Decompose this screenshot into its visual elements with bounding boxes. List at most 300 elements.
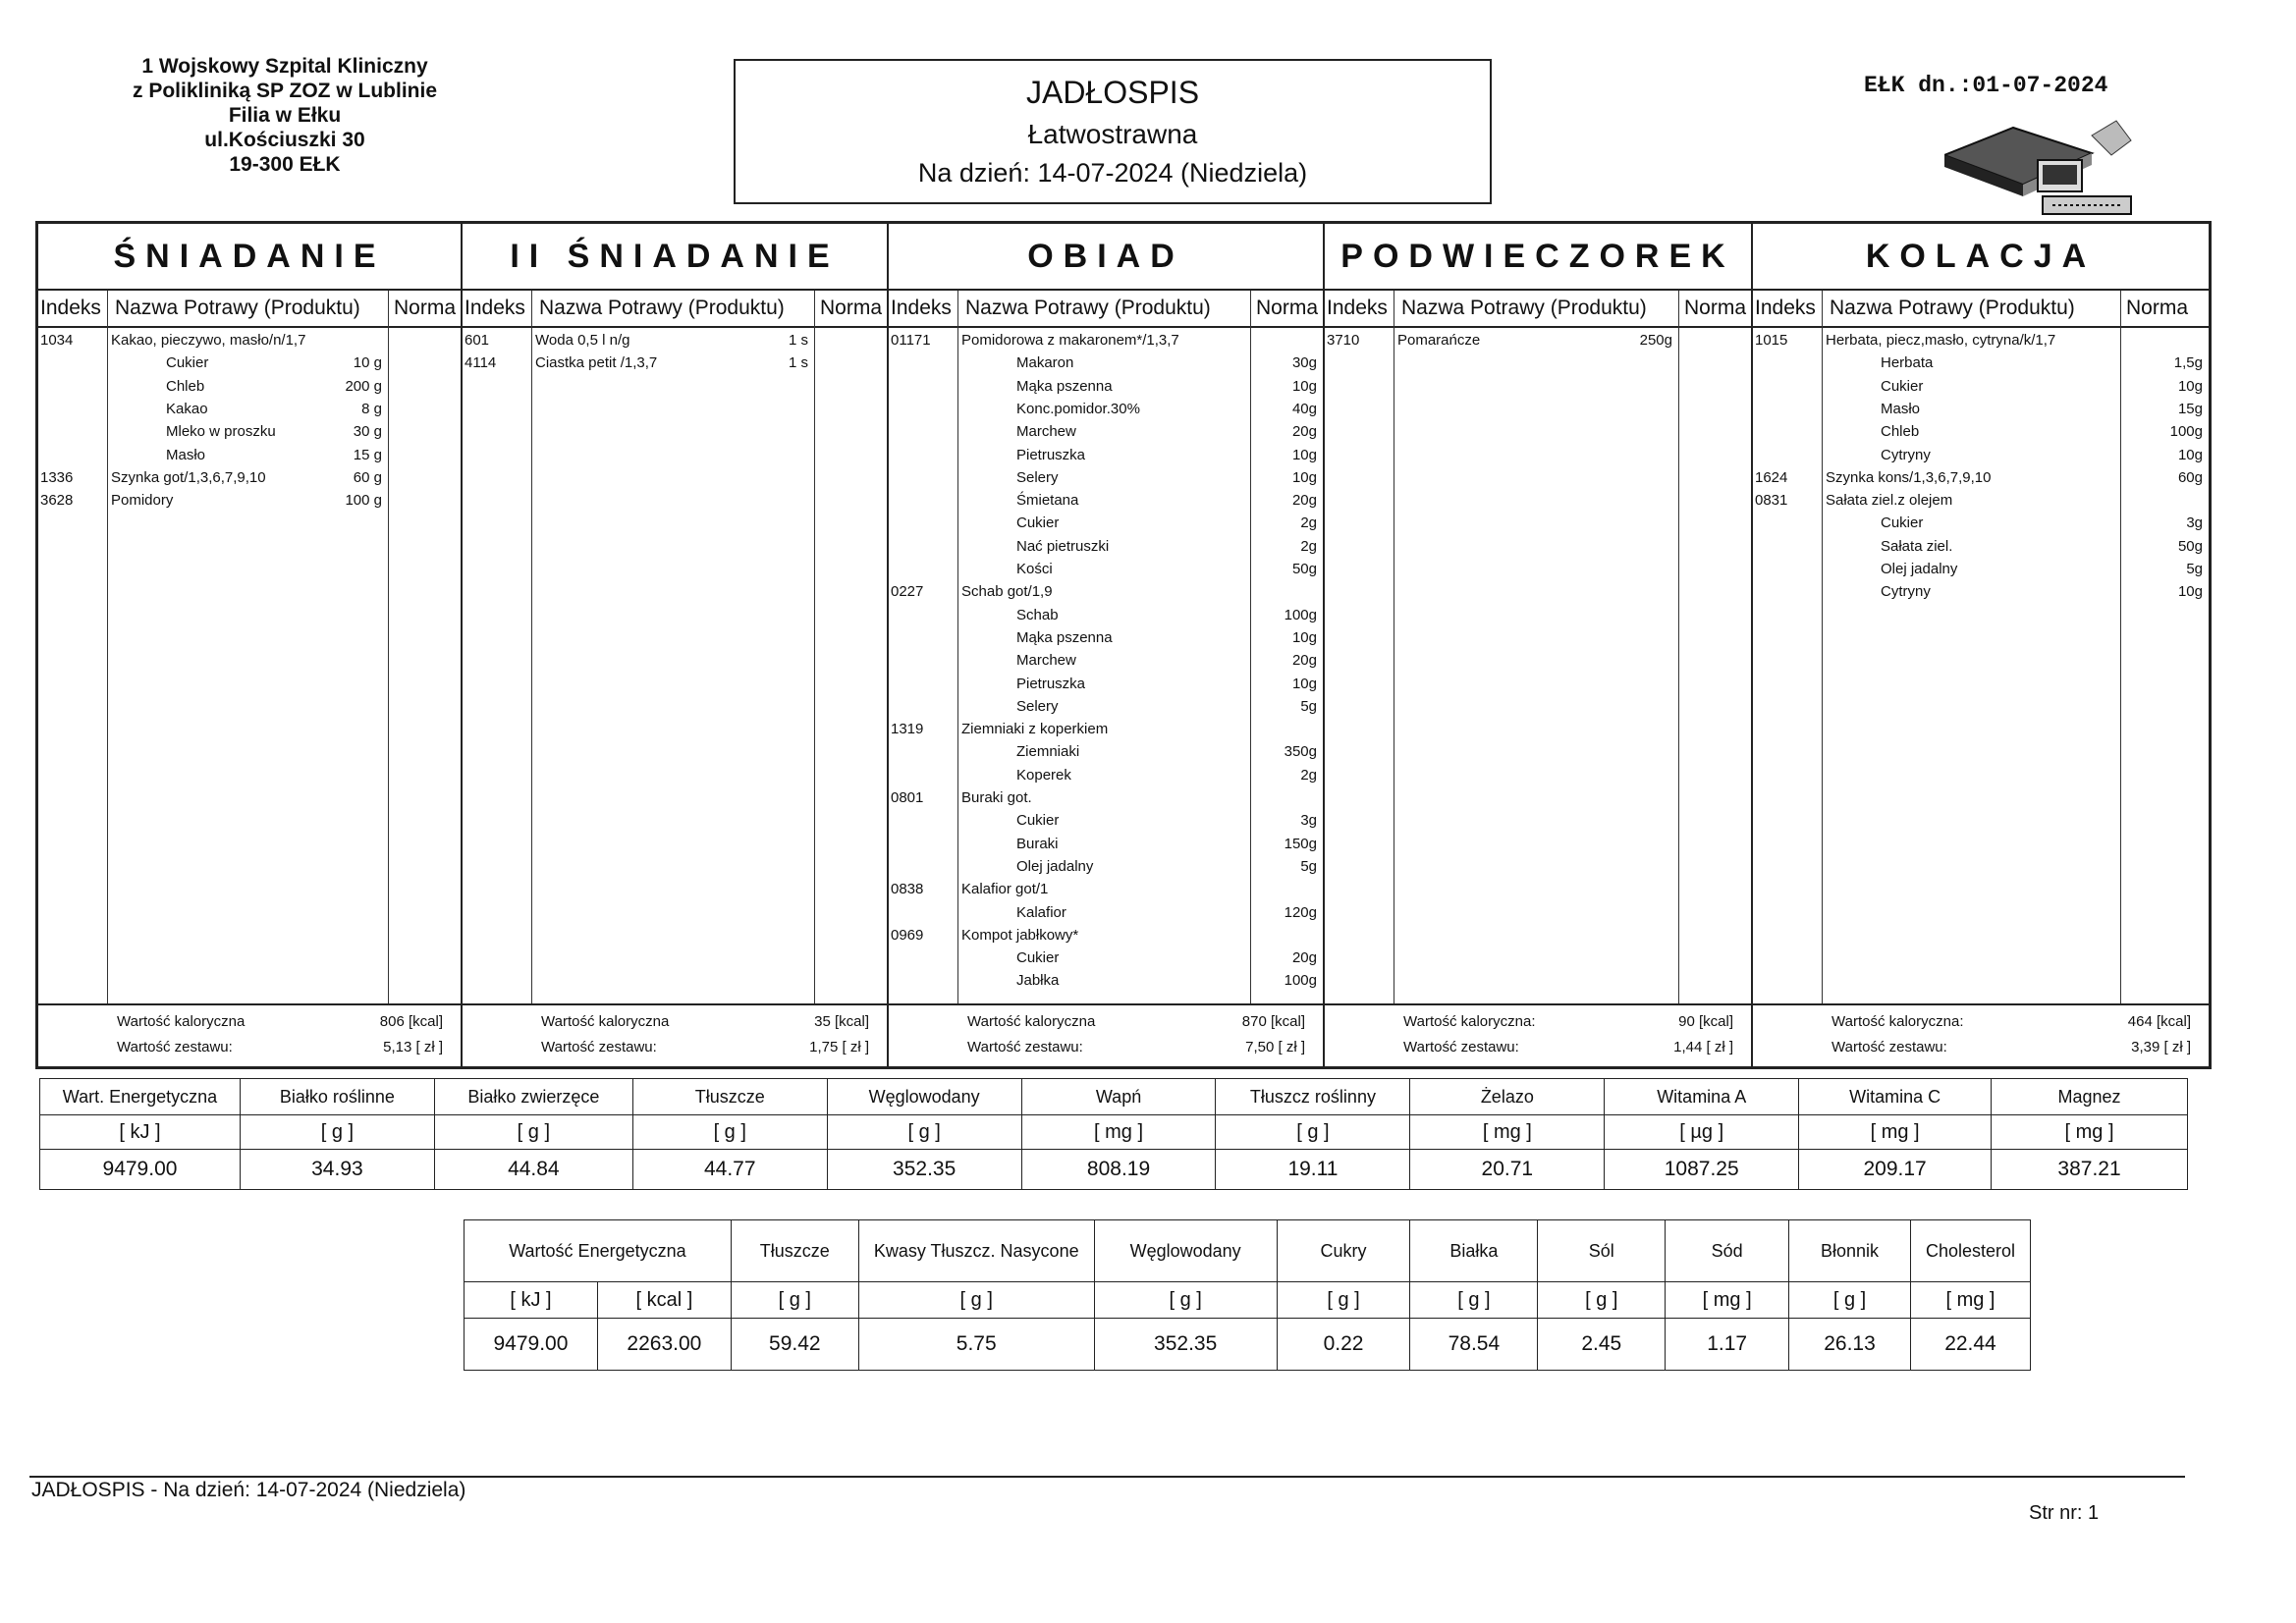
cost-label: Wartość zestawu: <box>117 1039 233 1055</box>
item-norm: 10g <box>1291 468 1317 486</box>
nutrient-unit: [ g ] <box>632 1115 827 1150</box>
item-name: Konc.pomidor.30% <box>1016 400 1140 417</box>
nutrient-value: 59.42 <box>731 1319 858 1371</box>
item-name: Pietruszka <box>1016 446 1086 463</box>
menu-item-row <box>889 947 1323 969</box>
meal-summary <box>1325 1003 1751 1066</box>
item-name: Olej jadalny <box>1016 857 1094 875</box>
menu-item-row <box>1753 513 2209 534</box>
item-index: 01171 <box>891 332 931 349</box>
nutrient-value: 26.13 <box>1789 1319 1911 1371</box>
item-name: Masło <box>166 446 206 463</box>
menu-item-row <box>889 696 1323 718</box>
item-norm: 100g <box>2169 423 2203 441</box>
nutrient-unit: [ g ] <box>1789 1282 1911 1319</box>
item-norm: 2g <box>1300 537 1317 555</box>
page-number: Str nr: 1 <box>2029 1502 2100 1524</box>
menu-item-row <box>1753 376 2209 398</box>
nutrient-unit: [ mg ] <box>1666 1282 1789 1319</box>
name-column-header: Nazwa Potrawy (Produktu) <box>1401 297 1647 319</box>
item-norm: 30 g <box>353 423 382 441</box>
menu-item-row <box>1753 536 2209 558</box>
nutrient-unit: [ kJ ] <box>40 1115 241 1150</box>
calorie-value: 464 [kcal] <box>2127 1013 2191 1030</box>
item-norm: 5g <box>2186 561 2203 577</box>
item-name: Mąka pszenna <box>1016 628 1113 646</box>
item-index: 1336 <box>40 468 74 486</box>
meals-table <box>35 221 2212 1069</box>
item-name: Ciastka petit /1,3,7 <box>535 354 658 372</box>
item-norm: 2g <box>1300 766 1317 784</box>
item-norm: 350g <box>1284 743 1317 761</box>
item-norm: 1 s <box>788 332 808 349</box>
index-column-header: Indeks <box>40 297 101 319</box>
item-name: Selery <box>1016 468 1059 486</box>
nutrient-value: 44.84 <box>434 1150 632 1190</box>
column-separator <box>531 291 532 1005</box>
item-norm: 200 g <box>345 377 382 395</box>
nutrient-unit: [ mg ] <box>1410 1115 1605 1150</box>
name-column-header: Nazwa Potrawy (Produktu) <box>115 297 360 319</box>
calorie-value: 90 [kcal] <box>1678 1013 1733 1030</box>
nutrient-header: Tłuszcz roślinny <box>1216 1079 1410 1115</box>
item-name: Pomidory <box>111 492 174 510</box>
book-computer-icon <box>1944 116 2141 224</box>
nutrient-value: 78.54 <box>1410 1319 1538 1371</box>
item-name: Herbata <box>1881 354 1934 372</box>
calorie-label: Wartość kaloryczna: <box>1403 1013 1536 1030</box>
calorie-value: 35 [kcal] <box>814 1013 869 1030</box>
nutrient-value: 808.19 <box>1021 1150 1216 1190</box>
item-index: 0838 <box>891 881 924 898</box>
menu-item-row <box>1753 445 2209 466</box>
menu-item-row <box>38 352 461 374</box>
nutrient-header: Magnez <box>1992 1079 2188 1115</box>
item-norm: 20g <box>1291 652 1317 670</box>
item-norm: 10 g <box>353 354 382 372</box>
item-name: Szynka kons/1,3,6,7,9,10 <box>1826 468 1992 486</box>
item-name: Cukier <box>1881 377 1924 395</box>
item-norm: 50g <box>1291 561 1317 577</box>
hospital-address <box>98 54 471 177</box>
item-norm: 1 s <box>788 354 808 372</box>
menu-item-row <box>463 352 887 374</box>
norm-column-header: Norma <box>394 297 457 319</box>
nutrient-value: 2263.00 <box>597 1319 731 1371</box>
item-norm: 3g <box>1300 812 1317 830</box>
nutrient-unit: [ g ] <box>731 1282 858 1319</box>
item-norm: 100g <box>1284 972 1317 990</box>
item-name: Cukier <box>1016 514 1060 532</box>
nutrient-header: Tłuszcze <box>731 1220 858 1282</box>
item-index: 0801 <box>891 789 924 806</box>
nutrient-unit: [ µg ] <box>1605 1115 1799 1150</box>
item-norm: 120g <box>1284 903 1317 921</box>
item-norm: 100g <box>1284 606 1317 623</box>
menu-item-row <box>889 674 1323 695</box>
menu-item-row <box>889 421 1323 443</box>
hospital-line: 1 Wojskowy Szpital Kliniczny <box>141 55 428 78</box>
nutrition-label-table <box>464 1219 2031 1371</box>
menu-item-row <box>463 330 887 352</box>
menu-item-row <box>889 741 1323 763</box>
item-norm: 2g <box>1300 514 1317 532</box>
nutrient-unit: [ g ] <box>240 1115 434 1150</box>
item-norm: 150g <box>1284 835 1317 852</box>
meal-title: KOLACJA <box>1753 224 2209 291</box>
menu-item-row <box>889 650 1323 672</box>
index-column-header: Indeks <box>891 297 952 319</box>
nutrient-header: Węglowodany <box>827 1079 1021 1115</box>
item-name: Ziemniaki z koperkiem <box>961 721 1109 738</box>
nutrient-unit: [ mg ] <box>1992 1115 2188 1150</box>
menu-item-row <box>889 490 1323 512</box>
menu-item-row <box>38 330 461 352</box>
issue-date: EŁK dn.:01-07-2024 <box>1864 73 2108 98</box>
nutrient-header: Sól <box>1538 1220 1666 1282</box>
nutrient-unit: [ g ] <box>1094 1282 1277 1319</box>
item-name: Kakao, pieczywo, masło/n/1,7 <box>111 332 306 349</box>
item-norm: 1,5g <box>2173 354 2203 372</box>
item-name: Buraki <box>1016 835 1059 852</box>
item-norm: 100 g <box>345 492 382 510</box>
nutrient-header: Cholesterol <box>1910 1220 2030 1282</box>
menu-item-row <box>1753 581 2209 603</box>
item-norm: 10g <box>1291 675 1317 692</box>
item-name: Woda 0,5 l n/g <box>535 332 630 349</box>
nutrient-unit: [ g ] <box>1410 1282 1538 1319</box>
energy-header: Wartość Energetyczna <box>465 1220 732 1282</box>
item-index: 601 <box>465 332 490 349</box>
norm-column-header: Norma <box>1684 297 1747 319</box>
nutrient-value: 9479.00 <box>40 1150 241 1190</box>
nutrient-header: Białko zwierzęce <box>434 1079 632 1115</box>
item-name: Kakao <box>166 400 208 417</box>
meal-summary <box>463 1003 887 1066</box>
calorie-value: 806 [kcal] <box>379 1013 443 1030</box>
nutrient-value: 387.21 <box>1992 1150 2188 1190</box>
item-name: Kompot jabłkowy* <box>961 926 1079 944</box>
nutrient-unit: [ g ] <box>827 1115 1021 1150</box>
column-separator <box>814 291 815 1005</box>
column-header-row <box>1325 291 1751 328</box>
item-name: Pomidorowa z makaronem*/1,3,7 <box>961 332 1179 349</box>
nutrient-value: 1087.25 <box>1605 1150 1799 1190</box>
norm-column-header: Norma <box>820 297 883 319</box>
cost-value: 5,13 [ zł ] <box>383 1039 443 1055</box>
cost-value: 1,44 [ zł ] <box>1673 1039 1733 1055</box>
nutrient-unit: [ g ] <box>1277 1282 1410 1319</box>
cost-label: Wartość zestawu: <box>541 1039 657 1055</box>
meal-summary <box>38 1003 461 1066</box>
item-index: 3710 <box>1327 332 1360 349</box>
nutrient-value: 209.17 <box>1799 1150 1992 1190</box>
item-name: Makaron <box>1016 354 1074 372</box>
menu-item-row <box>889 581 1323 603</box>
nutrient-value: 19.11 <box>1216 1150 1410 1190</box>
hospital-line: Filia w Ełku <box>228 104 342 127</box>
item-norm: 30g <box>1291 354 1317 372</box>
menu-item-row <box>889 376 1323 398</box>
menu-item-row <box>889 970 1323 992</box>
calorie-label: Wartość kaloryczna <box>967 1013 1096 1030</box>
cost-label: Wartość zestawu: <box>1403 1039 1519 1055</box>
item-name: Szynka got/1,3,6,7,9,10 <box>111 468 266 486</box>
menu-item-row <box>1753 467 2209 489</box>
item-name: Cukier <box>1016 812 1060 830</box>
nutrient-value: 352.35 <box>1094 1319 1277 1371</box>
menu-item-row <box>1753 352 2209 374</box>
nutrient-header: Witamina A <box>1605 1079 1799 1115</box>
item-name: Schab got/1,9 <box>961 583 1053 601</box>
cost-value: 7,50 [ zł ] <box>1245 1039 1305 1055</box>
nutrient-unit: [ kJ ] <box>465 1282 598 1319</box>
item-name: Śmietana <box>1016 492 1079 510</box>
item-norm: 60g <box>2177 468 2203 486</box>
item-name: Sałata ziel. <box>1881 537 1953 555</box>
menu-item-row <box>889 536 1323 558</box>
menu-item-row <box>1753 330 2209 352</box>
item-index: 1015 <box>1755 332 1788 349</box>
menu-date: Na dzień: 14-07-2024 (Niedziela) <box>917 158 1308 188</box>
item-index: 0831 <box>1755 492 1788 510</box>
item-norm: 50g <box>2177 537 2203 555</box>
menu-item-row <box>889 627 1323 649</box>
item-norm: 40g <box>1291 400 1317 417</box>
nutrient-unit: [ g ] <box>434 1115 632 1150</box>
nutrient-header: Wapń <box>1021 1079 1216 1115</box>
item-name: Masło <box>1881 400 1921 417</box>
nutrient-value: 22.44 <box>1910 1319 2030 1371</box>
nutrient-header: Białka <box>1410 1220 1538 1282</box>
item-index: 1319 <box>891 721 924 738</box>
item-norm: 10g <box>1291 377 1317 395</box>
menu-item-row <box>38 490 461 512</box>
menu-item-row <box>38 445 461 466</box>
menu-item-row <box>889 810 1323 832</box>
meal-title: OBIAD <box>889 224 1323 291</box>
nutrient-value: 0.22 <box>1277 1319 1410 1371</box>
menu-item-row <box>38 467 461 489</box>
item-name: Marchew <box>1016 652 1076 670</box>
item-name: Olej jadalny <box>1881 561 1958 577</box>
item-norm: 10g <box>2177 446 2203 463</box>
meal-title: II ŚNIADANIE <box>463 224 887 291</box>
column-separator <box>1678 291 1679 1005</box>
nutrient-header: Kwasy Tłuszcz. Nasycone <box>858 1220 1094 1282</box>
nutrient-header: Białko roślinne <box>240 1079 434 1115</box>
menu-item-row <box>1753 559 2209 580</box>
nutrient-value: 20.71 <box>1410 1150 1605 1190</box>
item-name: Koperek <box>1016 766 1071 784</box>
item-name: Marchew <box>1016 423 1076 441</box>
menu-item-row <box>889 925 1323 947</box>
cost-value: 1,75 [ zł ] <box>809 1039 869 1055</box>
cost-value: 3,39 [ zł ] <box>2131 1039 2191 1055</box>
nutrient-value: 2.45 <box>1538 1319 1666 1371</box>
meal-summary <box>889 1003 1323 1066</box>
column-header-row <box>889 291 1323 328</box>
item-name: Jabłka <box>1016 972 1060 990</box>
nutrient-unit: [ mg ] <box>1799 1115 1992 1150</box>
item-norm: 10g <box>2177 377 2203 395</box>
nutrient-unit: [ g ] <box>1216 1115 1410 1150</box>
menu-item-row <box>1753 399 2209 420</box>
nutrient-header: Sód <box>1666 1220 1789 1282</box>
calorie-label: Wartość kaloryczna <box>117 1013 246 1030</box>
item-norm: 15g <box>2177 400 2203 417</box>
item-norm: 5g <box>1300 697 1317 715</box>
item-name: Cukier <box>1016 949 1060 967</box>
hospital-line: z Polikliniką SP ZOZ w Lublinie <box>133 80 437 102</box>
nutrient-unit: [ mg ] <box>1021 1115 1216 1150</box>
menu-item-row <box>889 445 1323 466</box>
hospital-line: ul.Kościuszki 30 <box>204 129 365 151</box>
item-name: Kości <box>1016 561 1053 577</box>
menu-item-row <box>1753 490 2209 512</box>
hospital-line: 19-300 EŁK <box>229 153 341 176</box>
item-index: 0969 <box>891 926 924 944</box>
item-index: 0227 <box>891 583 924 601</box>
menu-item-row <box>889 719 1323 740</box>
meal-panel <box>38 224 463 1066</box>
item-norm: 60 g <box>353 468 382 486</box>
menu-item-row <box>889 330 1323 352</box>
item-index: 3628 <box>40 492 74 510</box>
menu-item-row <box>889 399 1323 420</box>
nutrient-header: Błonnik <box>1789 1220 1911 1282</box>
item-norm: 20g <box>1291 949 1317 967</box>
item-norm: 250g <box>1639 332 1672 349</box>
meal-title: PODWIECZOREK <box>1325 224 1751 291</box>
item-name: Cukier <box>166 354 209 372</box>
item-name: Cukier <box>1881 514 1924 532</box>
nutrient-value: 9479.00 <box>465 1319 598 1371</box>
footer-divider <box>29 1476 2185 1478</box>
nutrient-unit: [ g ] <box>858 1282 1094 1319</box>
name-column-header: Nazwa Potrawy (Produktu) <box>1830 297 2075 319</box>
item-name: Nać pietruszki <box>1016 537 1110 555</box>
item-norm: 20g <box>1291 423 1317 441</box>
item-index: 4114 <box>465 354 497 372</box>
cost-label: Wartość zestawu: <box>967 1039 1083 1055</box>
menu-item-row <box>889 856 1323 878</box>
menu-item-row <box>889 467 1323 489</box>
name-column-header: Nazwa Potrawy (Produktu) <box>539 297 785 319</box>
item-name: Cytryny <box>1881 446 1931 463</box>
item-name: Mleko w proszku <box>166 423 276 441</box>
nutrient-unit: [ mg ] <box>1910 1282 2030 1319</box>
nutrient-value: 44.77 <box>632 1150 827 1190</box>
item-name: Kalafior got/1 <box>961 881 1049 898</box>
meal-panel <box>889 224 1325 1066</box>
menu-item-row <box>889 834 1323 855</box>
calorie-value: 870 [kcal] <box>1241 1013 1305 1030</box>
item-index: 1624 <box>1755 468 1788 486</box>
item-name: Pietruszka <box>1016 675 1086 692</box>
nutrient-header: Cukry <box>1277 1220 1410 1282</box>
document-title: JADŁOSPIS <box>1025 75 1200 110</box>
meal-summary <box>1753 1003 2209 1066</box>
index-column-header: Indeks <box>1755 297 1816 319</box>
menu-item-row <box>889 352 1323 374</box>
item-name: Selery <box>1016 697 1059 715</box>
item-norm: 20g <box>1291 492 1317 510</box>
item-name: Ziemniaki <box>1016 743 1080 761</box>
menu-item-row <box>889 879 1323 900</box>
menu-item-row <box>889 605 1323 626</box>
item-name: Kalafior <box>1016 903 1066 921</box>
nutrition-summary-table <box>39 1078 2188 1190</box>
item-norm: 8 g <box>361 400 382 417</box>
cost-label: Wartość zestawu: <box>1831 1039 1947 1055</box>
menu-item-row <box>889 765 1323 786</box>
nutrient-value: 34.93 <box>240 1150 434 1190</box>
norm-column-header: Norma <box>1256 297 1319 319</box>
nutrient-value: 1.17 <box>1666 1319 1789 1371</box>
item-name: Chleb <box>166 377 205 395</box>
index-column-header: Indeks <box>1327 297 1388 319</box>
meal-panel <box>1753 224 2209 1066</box>
nutrient-header: Żelazo <box>1410 1079 1605 1115</box>
meal-panel <box>463 224 889 1066</box>
title-box <box>734 59 1492 204</box>
diet-name: Łatwostrawna <box>1027 119 1198 149</box>
nutrient-header: Witamina C <box>1799 1079 1992 1115</box>
nutrient-unit: [ kcal ] <box>597 1282 731 1319</box>
menu-item-row <box>1325 330 1751 352</box>
nutrient-header: Tłuszcze <box>632 1079 827 1115</box>
menu-item-row <box>38 399 461 420</box>
item-name: Mąka pszenna <box>1016 377 1113 395</box>
menu-item-row <box>1753 421 2209 443</box>
column-header-row <box>38 291 461 328</box>
item-norm: 10g <box>1291 446 1317 463</box>
index-column-header: Indeks <box>465 297 525 319</box>
item-name: Pomarańcze <box>1397 332 1481 349</box>
item-name: Herbata, piecz,masło, cytryna/k/1,7 <box>1826 332 2056 349</box>
item-name: Chleb <box>1881 423 1920 441</box>
item-norm: 3g <box>2186 514 2203 532</box>
norm-column-header: Norma <box>2126 297 2189 319</box>
item-name: Cytryny <box>1881 583 1931 601</box>
menu-item-row <box>889 559 1323 580</box>
footer-title: JADŁOSPIS - Na dzień: 14-07-2024 (Niedziela) <box>31 1479 466 1501</box>
calorie-label: Wartość kaloryczna: <box>1831 1013 1964 1030</box>
nutrient-value: 5.75 <box>858 1319 1094 1371</box>
menu-item-row <box>889 513 1323 534</box>
item-name: Buraki got. <box>961 789 1032 806</box>
menu-item-row <box>38 421 461 443</box>
column-header-row <box>463 291 887 328</box>
menu-item-row <box>889 787 1323 809</box>
nutrient-value: 352.35 <box>827 1150 1021 1190</box>
meal-title: ŚNIADANIE <box>38 224 461 291</box>
item-index: 1034 <box>40 332 74 349</box>
nutrient-unit: [ g ] <box>1538 1282 1666 1319</box>
item-norm: 10g <box>1291 628 1317 646</box>
item-norm: 10g <box>2177 583 2203 601</box>
menu-item-row <box>889 902 1323 924</box>
meal-panel <box>1325 224 1753 1066</box>
nutrient-header: Węglowodany <box>1094 1220 1277 1282</box>
item-name: Schab <box>1016 606 1059 623</box>
calorie-label: Wartość kaloryczna <box>541 1013 670 1030</box>
item-norm: 5g <box>1300 857 1317 875</box>
menu-item-row <box>38 376 461 398</box>
name-column-header: Nazwa Potrawy (Produktu) <box>965 297 1211 319</box>
nutrient-header: Wart. Energetyczna <box>40 1079 241 1115</box>
